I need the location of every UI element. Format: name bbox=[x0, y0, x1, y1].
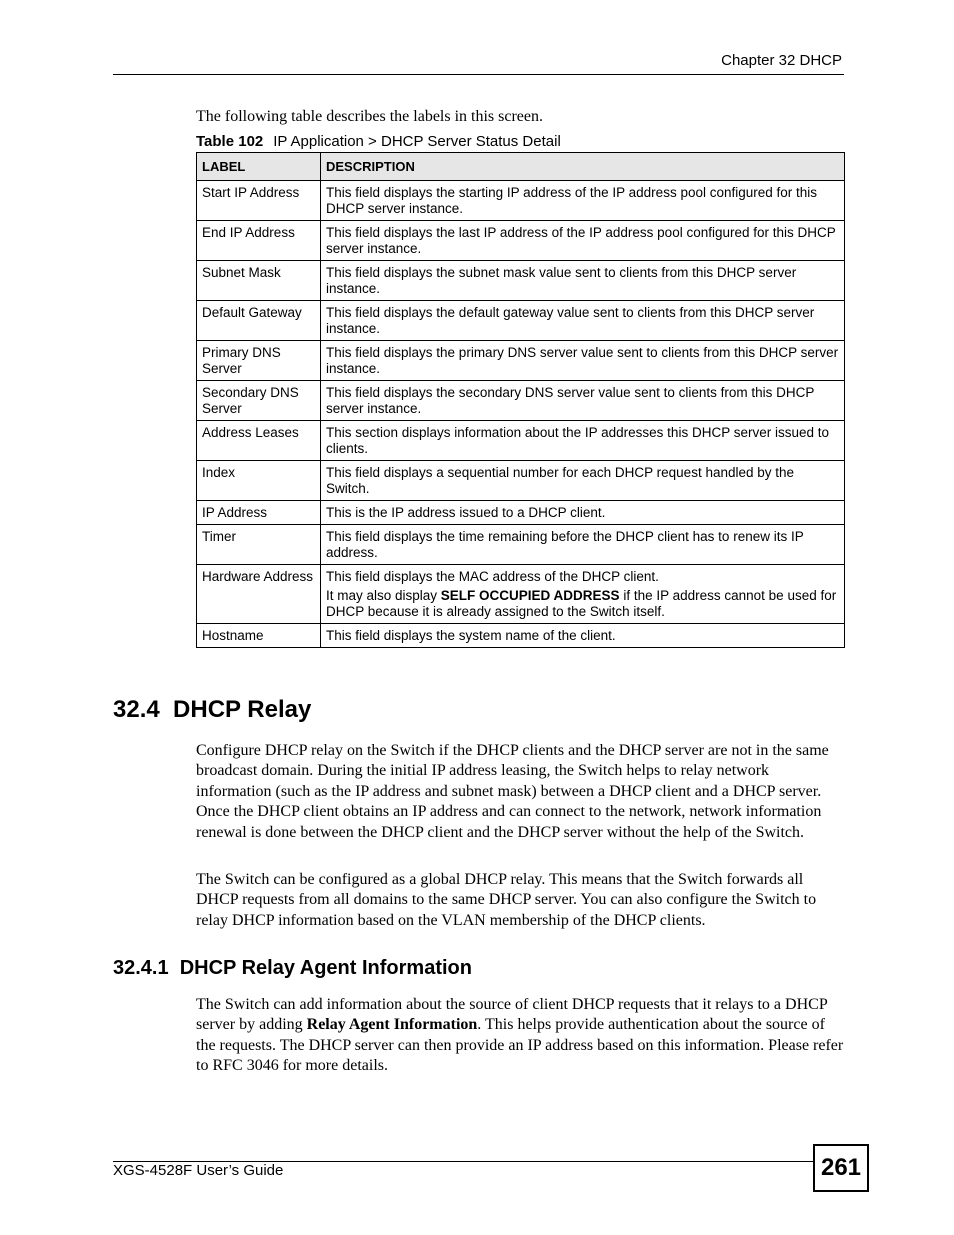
table-row bbox=[197, 181, 845, 221]
row-label: Hostname bbox=[197, 624, 321, 648]
row-description bbox=[321, 261, 845, 301]
row-description-text: This field displays the subnet mask value sent to clients from this DHCP server instance. bbox=[326, 265, 797, 296]
table-row bbox=[197, 301, 845, 341]
section-paragraph-2: The Switch can be configured as a global DHCP relay. This means that the Switch forwards all DHCP requests from all domains to the same DHCP server. You can also configure the Switch to relay DHCP information based on the VLAN membership of the DHCP clients. bbox=[196, 871, 817, 929]
extra-bold: SELF OCCUPIED ADDRESS bbox=[440, 588, 620, 603]
table-row bbox=[197, 381, 845, 421]
row-description-text: This field displays the secondary DNS server value sent to clients from this DHCP server instance. bbox=[326, 385, 815, 416]
row-description bbox=[321, 624, 845, 648]
row-description bbox=[321, 221, 845, 261]
header-label: LABEL bbox=[197, 153, 321, 181]
row-description-text: This field displays the default gateway value sent to clients from this DHCP server instance. bbox=[326, 305, 815, 336]
row-description bbox=[321, 501, 845, 525]
row-description-text: This field displays the starting IP address of the IP address pool configured for this DHCP server instance. bbox=[326, 185, 818, 216]
row-label: Index bbox=[197, 461, 321, 501]
row-description-text: This field displays the time remaining before the DHCP client has to renew its IP address. bbox=[326, 529, 804, 560]
row-description bbox=[321, 181, 845, 221]
row-description bbox=[321, 461, 845, 501]
row-description-text: This field displays the primary DNS server value sent to clients from this DHCP server instance. bbox=[326, 345, 839, 376]
table-header-row bbox=[197, 153, 845, 181]
row-label: Address Leases bbox=[197, 421, 321, 461]
table-row bbox=[197, 525, 845, 565]
row-description bbox=[321, 525, 845, 565]
row-description bbox=[321, 421, 845, 461]
table-caption-number: Table 102 bbox=[196, 133, 264, 150]
row-label: Start IP Address bbox=[197, 181, 321, 221]
row-label: Subnet Mask bbox=[197, 261, 321, 301]
header-rule bbox=[113, 74, 844, 75]
row-description-text: This field displays the system name of the client. bbox=[326, 628, 616, 643]
table-row bbox=[197, 341, 845, 381]
table-row bbox=[197, 421, 845, 461]
row-description-text: This section displays information about the IP addresses this DHCP server issued to clients. bbox=[326, 425, 829, 456]
row-label: End IP Address bbox=[197, 221, 321, 261]
table-row bbox=[197, 261, 845, 301]
subsection-text-pre: The Switch can add information about the source of client DHCP requests that it relays to a DHCP server by adding bbox=[196, 996, 828, 1034]
row-label: Primary DNS Server bbox=[197, 341, 321, 381]
row-label: Default Gateway bbox=[197, 301, 321, 341]
row-description bbox=[321, 565, 845, 624]
page-number: 261 bbox=[813, 1144, 869, 1192]
header-description: DESCRIPTION bbox=[321, 153, 845, 181]
row-label: Hardware Address bbox=[197, 565, 321, 624]
intro-text: The following table describes the labels in this screen. bbox=[196, 108, 544, 125]
table-row bbox=[197, 565, 845, 624]
row-description bbox=[321, 381, 845, 421]
row-label: Secondary DNS Server bbox=[197, 381, 321, 421]
subsection-title: 32.4.1 DHCP Relay Agent Information bbox=[113, 957, 472, 979]
extra-pre: It may also display bbox=[326, 588, 441, 603]
table-row bbox=[197, 461, 845, 501]
table-row bbox=[197, 624, 845, 648]
row-description bbox=[321, 341, 845, 381]
row-description-text: This field displays a sequential number for each DHCP request handled by the Switch. bbox=[326, 465, 795, 496]
row-description-text: This field displays the last IP address of the IP address pool configured for this DHCP server instance. bbox=[326, 225, 836, 256]
subsection-text-bold: Relay Agent Information bbox=[306, 1016, 478, 1034]
row-description-text: This field displays the MAC address of the DHCP client. bbox=[326, 569, 659, 584]
extra-post: if the IP address cannot be used for DHCP because it is already assigned to the Switch itself. bbox=[326, 588, 837, 619]
running-header: Chapter 32 DHCP bbox=[721, 52, 842, 69]
table-row bbox=[197, 501, 845, 525]
footer-guide-title: XGS-4528F User’s Guide bbox=[113, 1162, 284, 1179]
table-row bbox=[197, 221, 845, 261]
section-paragraph-1: Configure DHCP relay on the Switch if the DHCP clients and the DHCP server are not in the same broadcast domain. During the initial IP address leasing, the Switch helps to relay network information (such as the IP address and subnet mask) between a DHCP client and a DHCP server. Once the DHCP client obtains an IP address and can connect to the network, network information renewal is done between the DHCP client and the DHCP server without the help of the Switch. bbox=[196, 742, 829, 841]
row-description-text: This is the IP address issued to a DHCP client. bbox=[326, 505, 606, 520]
row-description bbox=[321, 301, 845, 341]
row-label: Timer bbox=[197, 525, 321, 565]
table-caption bbox=[196, 133, 561, 150]
table-caption-title: IP Application > DHCP Server Status Detail bbox=[273, 133, 561, 150]
subsection-paragraph bbox=[196, 995, 846, 1077]
section-title: 32.4 DHCP Relay bbox=[113, 696, 312, 723]
row-description-extra bbox=[326, 588, 839, 620]
label-description-table bbox=[196, 152, 845, 648]
subsection-text-post: . This helps provide authentication about the source of the requests. The DHCP server can then provide an IP address based on this information. Please refer to RFC 3046 for more details. bbox=[196, 1016, 844, 1075]
row-label: IP Address bbox=[197, 501, 321, 525]
